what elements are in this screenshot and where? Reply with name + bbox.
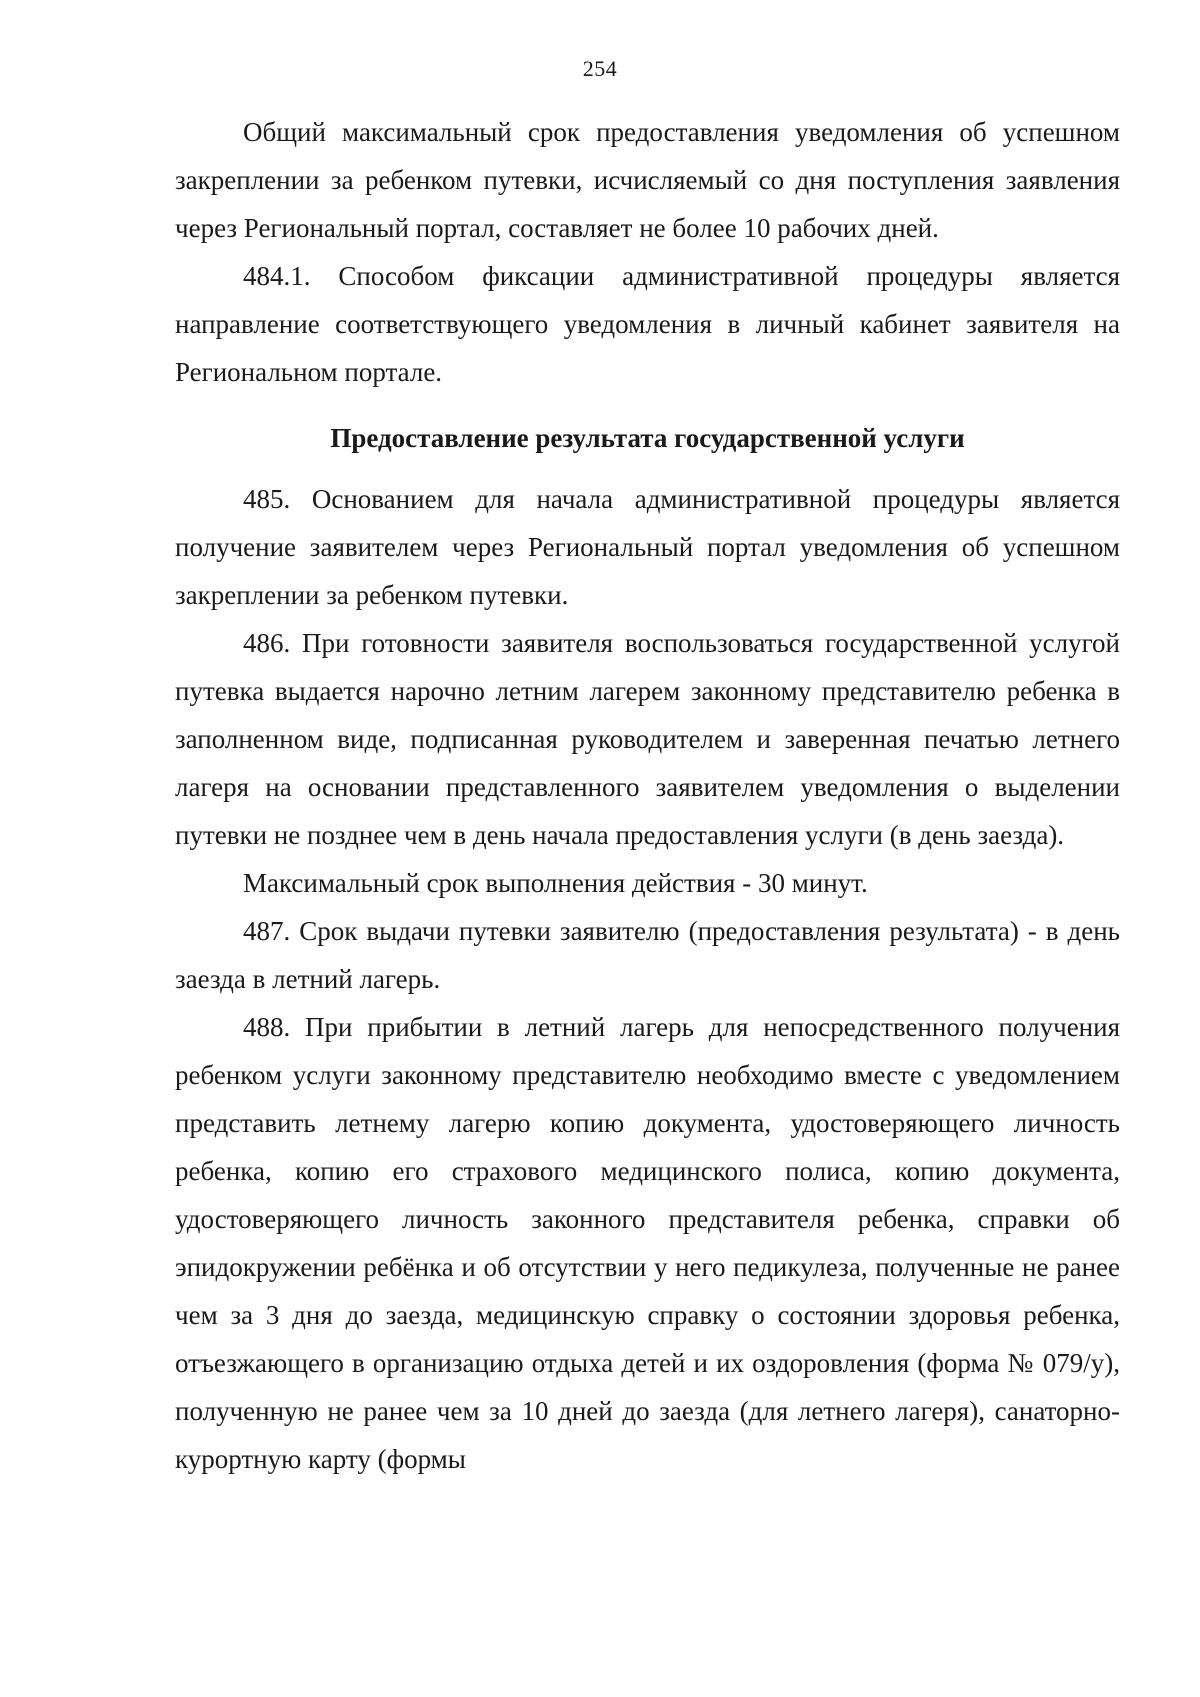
top-text-block xyxy=(175,108,1120,396)
paragraph-484-1: 484.1. Способом фиксации административной процедуры является направление соответствующего уведомления в личный кабинет заявителя на Региональном портале. xyxy=(175,261,1120,387)
paragraph-488: 488. При прибытии в летний лагерь для непосредственного получения ребенком услуги законному представителю необходимо вместе с уведомлением представить летнему лагерю копию документа, удостоверяющего личность ребенка, копию его страхового медицинского полиса, копию документа, удостоверяющего личность законного представителя ребенка, справки об эпидокружении ребёнка и об отсутствии у него педикулеза, полученные не ранее чем за 3 дня до заезда, медицинскую справку о состоянии здоровья ребенка, отъезжающего в организацию отдыха детей и их оздоровления (форма № 079/у), полученную не ранее чем за 10 дней до заезда (для летнего лагеря), санаторно-курортную карту (формы xyxy=(175,1012,1120,1474)
paragraph-487: 487. Срок выдачи путевки заявителю (предоставления результата) - в день заезда в летний лагерь. xyxy=(175,916,1120,994)
paragraph-486: 486. При готовности заявителя воспользоваться государственной услугой путевка выдается нарочно летним лагерем законному представителю ребенка в заполненном виде, подписанная руководителем и заверенная печатью летнего лагеря на основании представленного заявителем уведомления о выделении путевки не позднее чем в день начала предоставления услуги (в день заезда). xyxy=(175,628,1120,850)
page-number: 254 xyxy=(582,56,618,81)
section-text-block xyxy=(175,475,1120,1483)
section-heading: Предоставление результата государственной услуги xyxy=(330,423,965,453)
paragraph-notification-deadline: Общий максимальный срок предоставления уведомления об успешном закреплении за ребенком путевки, исчисляемый со дня поступления заявления через Региональный портал, составляет не более 10 рабочих дней. xyxy=(175,117,1120,243)
paragraph-max-time: Максимальный срок выполнения действия - 30 минут. xyxy=(243,868,868,898)
paragraph-485: 485. Основанием для начала административной процедуры является получение заявителем через Региональный портал уведомления об успешном закреплении за ребенком путевки. xyxy=(175,484,1120,610)
